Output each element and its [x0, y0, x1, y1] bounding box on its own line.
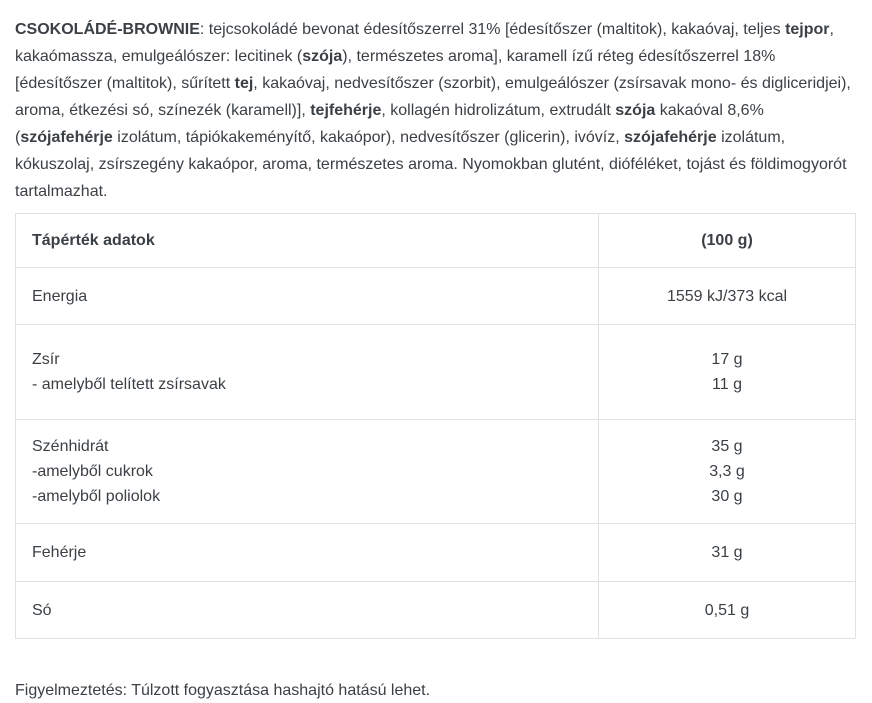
- ingredient-highlighted-text: szója: [615, 102, 656, 119]
- ingredient-text: , kakaóvaj, nedvesítőszer (szorbit), emulgeálószer (zsírsavak mono- és digliceridjei), aroma, étkezési só, színezék (karamell)],: [15, 75, 851, 119]
- ingredient-text: ), természetes aroma], karamell ízű réteg édesítőszerrel 18% [édesítőszer (maltitok), sűrített: [15, 48, 776, 92]
- ingredient-text: : tejcsokoládé bevonat édesítőszerrel 31% [édesítőszer (maltitok), kakaóvaj, teljes: [199, 21, 786, 38]
- nutrition-row-energia: [16, 268, 856, 325]
- nutrition-row-feherje: [16, 524, 856, 582]
- nutrition-subvalue: 11 g: [712, 376, 742, 393]
- nutrition-value: 35 g: [711, 438, 743, 455]
- nutrition-label: Energia: [32, 287, 88, 305]
- nutrition-value: 17 g: [711, 351, 743, 368]
- ingredient-highlighted-text: tejpor: [785, 21, 830, 38]
- ingredients-paragraph: [15, 16, 855, 205]
- nutrition-table-header-row: [16, 214, 856, 268]
- nutrition-row-szenhidrat: [16, 420, 856, 524]
- nutrition-table-serving-header: (100 g): [599, 214, 856, 268]
- nutrition-sublabel: -amelyből poliolok: [32, 488, 161, 505]
- nutrition-row-zsir: [16, 325, 856, 420]
- nutrition-label: Zsír: [32, 351, 60, 368]
- ingredient-highlighted-text: tejfehérje: [310, 102, 382, 119]
- nutrition-label: Fehérje: [32, 544, 87, 561]
- nutrition-table-title: Tápérték adatok: [16, 214, 599, 268]
- ingredient-text: izolátum, kókuszolaj, zsírszegény kakaópor, aroma, természetes aroma. Nyomokban glutént, dióféléket, tojást és földimogyorót tartalmazhat.: [15, 129, 847, 200]
- ingredient-highlighted-text: szójafehérje: [20, 129, 113, 146]
- ingredient-highlighted-text: szója: [302, 48, 343, 65]
- warning-text: Figyelmeztetés: Túlzott fogyasztása hashajtó hatású lehet.: [15, 682, 431, 699]
- ingredient-highlighted-text: tej: [234, 75, 254, 92]
- ingredient-text: , kakaómassza, emulgeálószer: lecitinek (: [15, 21, 834, 65]
- nutrition-label: Szénhidrát: [32, 438, 109, 455]
- ingredient-text: kakaóval 8,6% (: [15, 102, 764, 146]
- ingredient-highlighted-text: CSOKOLÁDÉ-BROWNIE: [15, 21, 200, 38]
- nutrition-subvalue: 30 g: [711, 488, 743, 505]
- ingredient-highlighted-text: szójafehérje: [624, 129, 717, 146]
- ingredient-text: izolátum, tápiókakeményítő, kakaópor), nedvesítőszer (glicerin), ivóvíz,: [112, 129, 625, 146]
- nutrition-row-so: [16, 582, 856, 639]
- nutrition-table: [15, 213, 856, 639]
- nutrition-value: 31 g: [711, 544, 743, 561]
- nutrition-subvalue: 3,3 g: [709, 463, 745, 480]
- ingredient-text: , kollagén hidrolizátum, extrudált: [381, 102, 616, 119]
- nutrition-sublabel: -amelyből cukrok: [32, 463, 153, 480]
- nutrition-sublabel: - amelyből telített zsírsavak: [32, 376, 226, 393]
- nutrition-value: 1559 kJ/373 kcal: [666, 287, 788, 305]
- nutrition-label: Só: [32, 601, 52, 619]
- nutrition-value: 0,51 g: [704, 601, 750, 619]
